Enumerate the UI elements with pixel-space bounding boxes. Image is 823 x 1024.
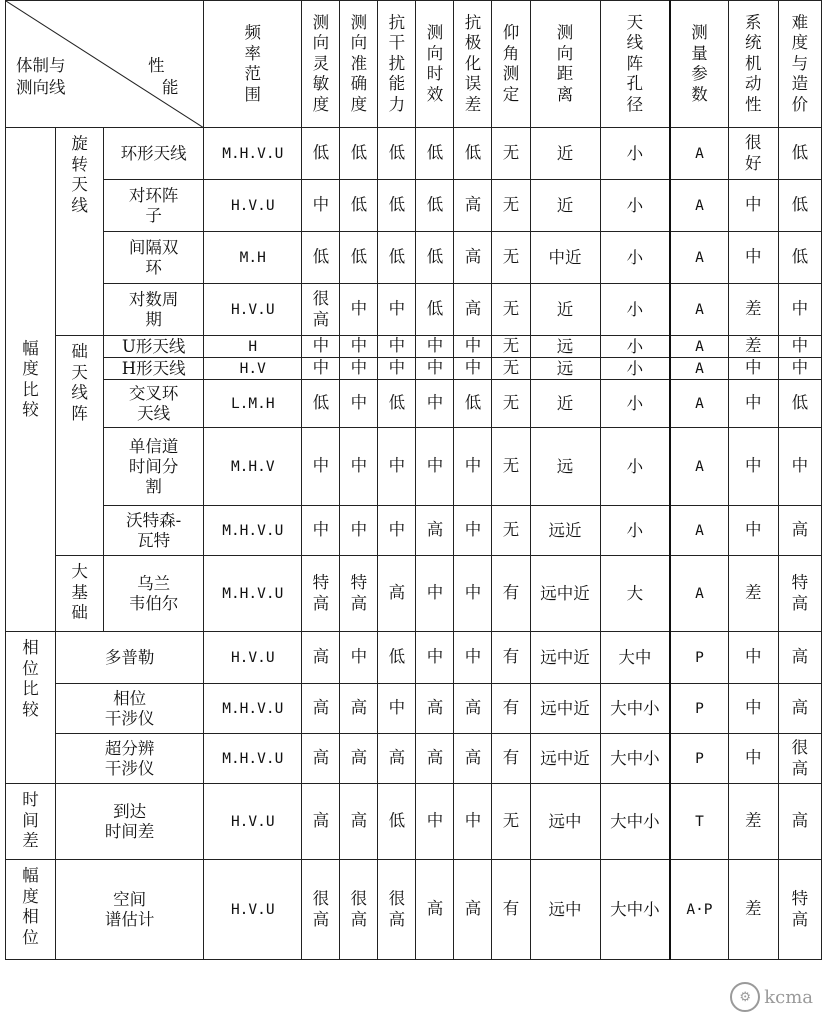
group-amp-cell: 幅度比较 xyxy=(6,128,56,632)
value-cell: 高 xyxy=(778,784,821,860)
value-cell: 高 xyxy=(302,632,340,684)
value-cell: 高 xyxy=(454,684,492,734)
row-name-line: 对数周 xyxy=(128,289,179,309)
value-cell: 高 xyxy=(302,734,340,784)
value-cell: 高 xyxy=(416,860,454,960)
value-cell: 小 xyxy=(600,180,670,232)
value-cell: 低 xyxy=(302,128,340,180)
row-name-cell xyxy=(104,128,204,180)
row-name-line: 间隔双 xyxy=(128,237,179,257)
value-cell: 小 xyxy=(600,128,670,180)
value-cell: 无 xyxy=(492,358,530,380)
value-cell: 低 xyxy=(378,128,416,180)
value-cell: 中 xyxy=(728,428,778,506)
row-name-line: H形天线 xyxy=(121,358,186,378)
value-cell: 大中小 xyxy=(600,734,670,784)
value-cell: 中 xyxy=(454,358,492,380)
value-cell: 低 xyxy=(778,380,821,428)
col-header-polarization: 抗极化误差 xyxy=(454,1,492,128)
value-cell: 高 xyxy=(340,734,378,784)
group-base-cell: 础天线阵 xyxy=(56,336,104,556)
value-cell: M.H.V xyxy=(204,428,302,506)
value-cell: 低 xyxy=(416,284,454,336)
value-cell: 差 xyxy=(728,336,778,358)
value-cell: 特高 xyxy=(778,860,821,960)
value-cell: 低 xyxy=(378,232,416,284)
row-name-line: 天线 xyxy=(137,403,171,423)
row-name-line: 干涉仪 xyxy=(104,708,155,728)
value-cell: 无 xyxy=(492,284,530,336)
row-name-line: U形天线 xyxy=(121,336,186,356)
value-cell: 中 xyxy=(302,506,340,556)
value-cell: 差 xyxy=(728,860,778,960)
group-phase-cell: 相位比较 xyxy=(6,632,56,784)
value-cell: 中 xyxy=(778,284,821,336)
row-name-line: 乌兰 xyxy=(137,573,171,593)
value-cell: 中近 xyxy=(530,232,600,284)
value-cell: 中 xyxy=(416,556,454,632)
value-cell: P xyxy=(670,684,728,734)
table-row xyxy=(6,284,822,336)
comparison-table-wrapper xyxy=(5,0,822,960)
value-cell: 很高 xyxy=(340,860,378,960)
value-cell: 大中小 xyxy=(600,860,670,960)
kcma-logo-icon: ⚙ xyxy=(730,982,760,1012)
corner-header-cell xyxy=(6,1,204,128)
value-cell: 高 xyxy=(416,734,454,784)
value-cell: M.H.V.U xyxy=(204,556,302,632)
value-cell: 小 xyxy=(600,358,670,380)
row-name-line: 环 xyxy=(145,257,162,277)
value-cell: H.V xyxy=(204,358,302,380)
row-name-line: 相位 xyxy=(113,688,147,708)
row-name-line: 对环阵 xyxy=(128,185,179,205)
value-cell: 中 xyxy=(778,428,821,506)
value-cell: 近 xyxy=(530,380,600,428)
value-cell: 低 xyxy=(378,180,416,232)
value-cell: 特高 xyxy=(340,556,378,632)
value-cell: 高 xyxy=(340,684,378,734)
value-cell: 无 xyxy=(492,180,530,232)
value-cell: 中 xyxy=(416,380,454,428)
value-cell: 差 xyxy=(728,556,778,632)
row-name-cell xyxy=(104,506,204,556)
value-cell: 低 xyxy=(302,380,340,428)
value-cell: H.V.U xyxy=(204,180,302,232)
value-cell: 特高 xyxy=(302,556,340,632)
table-row xyxy=(6,336,822,358)
corner-right-line1: 性 xyxy=(148,56,165,75)
table-row xyxy=(6,556,822,632)
value-cell: A·P xyxy=(670,860,728,960)
value-cell: 无 xyxy=(492,784,530,860)
value-cell: 中 xyxy=(378,506,416,556)
row-name-cell xyxy=(104,556,204,632)
value-cell: 小 xyxy=(600,506,670,556)
value-cell: A xyxy=(670,180,728,232)
value-cell: T xyxy=(670,784,728,860)
value-cell: A xyxy=(670,336,728,358)
value-cell: 中 xyxy=(340,632,378,684)
value-cell: 低 xyxy=(302,232,340,284)
value-cell: H.V.U xyxy=(204,784,302,860)
value-cell: 中 xyxy=(728,358,778,380)
value-cell: 近 xyxy=(530,180,600,232)
value-cell: 有 xyxy=(492,684,530,734)
col-header-params: 测量参数 xyxy=(670,1,728,128)
value-cell: A xyxy=(670,128,728,180)
value-cell: 中 xyxy=(454,556,492,632)
value-cell: 远近 xyxy=(530,506,600,556)
value-cell: 中 xyxy=(778,336,821,358)
row-name-cell xyxy=(56,684,204,734)
col-header-sensitivity: 测向灵敏度 xyxy=(302,1,340,128)
row-name-cell xyxy=(104,232,204,284)
value-cell: A xyxy=(670,380,728,428)
value-cell: 中 xyxy=(340,428,378,506)
row-name-cell xyxy=(104,380,204,428)
value-cell: 无 xyxy=(492,380,530,428)
value-cell: 远中 xyxy=(530,860,600,960)
row-name-cell xyxy=(104,358,204,380)
value-cell: M.H xyxy=(204,232,302,284)
value-cell: 高 xyxy=(378,556,416,632)
value-cell: 中 xyxy=(454,632,492,684)
value-cell: 小 xyxy=(600,232,670,284)
value-cell: 远中近 xyxy=(530,684,600,734)
value-cell: 高 xyxy=(454,734,492,784)
value-cell: A xyxy=(670,232,728,284)
row-name-line: 韦伯尔 xyxy=(128,593,179,613)
value-cell: 高 xyxy=(378,734,416,784)
row-name-cell xyxy=(104,180,204,232)
value-cell: A xyxy=(670,358,728,380)
value-cell: 低 xyxy=(340,128,378,180)
value-cell: 远中近 xyxy=(530,734,600,784)
row-name-line: 期 xyxy=(145,309,162,329)
value-cell: 有 xyxy=(492,632,530,684)
watermark xyxy=(730,982,813,1012)
value-cell: M.H.V.U xyxy=(204,506,302,556)
row-name-cell xyxy=(104,428,204,506)
value-cell: 低 xyxy=(340,232,378,284)
value-cell: 有 xyxy=(492,734,530,784)
value-cell: H.V.U xyxy=(204,284,302,336)
value-cell: 高 xyxy=(302,684,340,734)
value-cell: 中 xyxy=(340,336,378,358)
value-cell: 低 xyxy=(340,180,378,232)
value-cell: 高 xyxy=(416,506,454,556)
value-cell: 中 xyxy=(416,784,454,860)
value-cell: 低 xyxy=(778,180,821,232)
table-row xyxy=(6,734,822,784)
row-name-line: 谱估计 xyxy=(104,909,155,929)
value-cell: 中 xyxy=(728,380,778,428)
value-cell: 中 xyxy=(728,232,778,284)
value-cell: 无 xyxy=(492,232,530,284)
value-cell: 中 xyxy=(416,336,454,358)
value-cell: A xyxy=(670,556,728,632)
value-cell: A xyxy=(670,284,728,336)
table-row xyxy=(6,684,822,734)
row-name-line: 到达 xyxy=(113,801,147,821)
value-cell: 无 xyxy=(492,428,530,506)
value-cell: 中 xyxy=(340,380,378,428)
value-cell: 中 xyxy=(302,180,340,232)
value-cell: 高 xyxy=(302,784,340,860)
value-cell: 大中 xyxy=(600,632,670,684)
value-cell: 大中小 xyxy=(600,784,670,860)
value-cell: 中 xyxy=(378,428,416,506)
value-cell: 中 xyxy=(728,506,778,556)
row-name-line: 子 xyxy=(145,205,162,225)
value-cell: 中 xyxy=(302,358,340,380)
value-cell: 差 xyxy=(728,284,778,336)
header-row xyxy=(6,1,822,128)
col-header-aperture: 天线阵孔径 xyxy=(600,1,670,128)
row-name-line: 环形天线 xyxy=(120,143,187,163)
value-cell: 高 xyxy=(454,860,492,960)
value-cell: 无 xyxy=(492,506,530,556)
value-cell: 中 xyxy=(340,284,378,336)
row-name-line: 割 xyxy=(145,476,162,496)
value-cell: 小 xyxy=(600,380,670,428)
value-cell: 小 xyxy=(600,428,670,506)
value-cell: 特高 xyxy=(778,556,821,632)
value-cell: 中 xyxy=(378,684,416,734)
value-cell: 低 xyxy=(378,784,416,860)
value-cell: 小 xyxy=(600,336,670,358)
value-cell: 远中近 xyxy=(530,556,600,632)
value-cell: 无 xyxy=(492,128,530,180)
row-name-line: 干涉仪 xyxy=(104,758,155,778)
group-ampphase-cell: 幅度相位 xyxy=(6,860,56,960)
value-cell: 中 xyxy=(340,358,378,380)
table-row xyxy=(6,232,822,284)
value-cell: 中 xyxy=(416,358,454,380)
value-cell: 很好 xyxy=(728,128,778,180)
value-cell: 低 xyxy=(778,232,821,284)
value-cell: 中 xyxy=(778,358,821,380)
row-name-line: 多普勒 xyxy=(104,647,155,667)
df-system-comparison-table xyxy=(5,0,822,960)
value-cell: 中 xyxy=(378,284,416,336)
value-cell: 中 xyxy=(728,684,778,734)
value-cell: 有 xyxy=(492,860,530,960)
value-cell: 很高 xyxy=(778,734,821,784)
value-cell: 近 xyxy=(530,284,600,336)
value-cell: M.H.V.U xyxy=(204,684,302,734)
value-cell: 中 xyxy=(728,734,778,784)
value-cell: 低 xyxy=(778,128,821,180)
value-cell: 中 xyxy=(378,336,416,358)
group-rot-cell: 旋转天线 xyxy=(56,128,104,336)
value-cell: 高 xyxy=(454,284,492,336)
col-header-anti-jam: 抗干扰能力 xyxy=(378,1,416,128)
row-name-line: 瓦特 xyxy=(137,530,171,550)
row-name-line: 空间 xyxy=(113,889,147,909)
value-cell: 中 xyxy=(728,632,778,684)
value-cell: H.V.U xyxy=(204,632,302,684)
value-cell: 很高 xyxy=(302,860,340,960)
value-cell: 近 xyxy=(530,128,600,180)
value-cell: 高 xyxy=(416,684,454,734)
value-cell: 高 xyxy=(340,784,378,860)
value-cell: 中 xyxy=(416,632,454,684)
value-cell: 中 xyxy=(454,428,492,506)
corner-left-line1: 体制与 xyxy=(16,56,66,75)
row-name-cell xyxy=(104,336,204,358)
value-cell: 差 xyxy=(728,784,778,860)
row-name-cell xyxy=(56,632,204,684)
table-row xyxy=(6,180,822,232)
col-header-elevation: 仰角测定 xyxy=(492,1,530,128)
corner-left-label xyxy=(16,55,66,99)
value-cell: 高 xyxy=(778,632,821,684)
row-name-cell xyxy=(56,734,204,784)
value-cell: 低 xyxy=(416,180,454,232)
value-cell: 小 xyxy=(600,284,670,336)
value-cell: 远 xyxy=(530,358,600,380)
value-cell: 无 xyxy=(492,336,530,358)
table-row xyxy=(6,358,822,380)
table-row xyxy=(6,428,822,506)
watermark-text: kcma xyxy=(764,986,813,1008)
value-cell: 中 xyxy=(378,358,416,380)
value-cell: 低 xyxy=(416,128,454,180)
table-row xyxy=(6,380,822,428)
col-header-cost: 难度与造价 xyxy=(778,1,821,128)
table-row xyxy=(6,784,822,860)
row-name-line: 时间差 xyxy=(104,821,155,841)
col-header-range: 测向距离 xyxy=(530,1,600,128)
row-name-line: 时间分 xyxy=(128,456,179,476)
value-cell: 大 xyxy=(600,556,670,632)
value-cell: 高 xyxy=(778,506,821,556)
value-cell: 中 xyxy=(728,180,778,232)
group-big-cell: 大基础 xyxy=(56,556,104,632)
row-name-line: 交叉环 xyxy=(128,383,179,403)
value-cell: M.H.V.U xyxy=(204,128,302,180)
value-cell: 远中 xyxy=(530,784,600,860)
row-name-cell xyxy=(56,784,204,860)
col-header-timeliness: 测向时效 xyxy=(416,1,454,128)
table-body xyxy=(6,1,822,960)
table-row xyxy=(6,860,822,960)
col-header-accuracy: 测向准确度 xyxy=(340,1,378,128)
value-cell: P xyxy=(670,734,728,784)
value-cell: P xyxy=(670,632,728,684)
value-cell: 中 xyxy=(302,428,340,506)
row-name-line: 超分辨 xyxy=(104,738,155,758)
value-cell: 低 xyxy=(454,380,492,428)
value-cell: 低 xyxy=(378,380,416,428)
col-header-mobility: 系统机动性 xyxy=(728,1,778,128)
value-cell: 中 xyxy=(454,336,492,358)
value-cell: 低 xyxy=(416,232,454,284)
value-cell: H.V.U xyxy=(204,860,302,960)
value-cell: 中 xyxy=(340,506,378,556)
value-cell: 中 xyxy=(302,336,340,358)
table-row xyxy=(6,128,822,180)
value-cell: 中 xyxy=(454,784,492,860)
value-cell: 很高 xyxy=(302,284,340,336)
group-tdoa-cell: 时间差 xyxy=(6,784,56,860)
value-cell: A xyxy=(670,428,728,506)
value-cell: A xyxy=(670,506,728,556)
value-cell: 低 xyxy=(378,632,416,684)
value-cell: H xyxy=(204,336,302,358)
table-row xyxy=(6,632,822,684)
row-name-line: 沃特森- xyxy=(126,510,182,530)
corner-left-line2: 测向线 xyxy=(16,78,66,97)
corner-right-line2: 能 xyxy=(162,78,179,97)
row-name-line: 单信道 xyxy=(128,436,179,456)
value-cell: L.M.H xyxy=(204,380,302,428)
row-name-cell xyxy=(104,284,204,336)
col-header-freq: 频率范围 xyxy=(204,1,302,128)
value-cell: 中 xyxy=(454,506,492,556)
table-row xyxy=(6,506,822,556)
corner-right-label xyxy=(148,55,179,99)
value-cell: M.H.V.U xyxy=(204,734,302,784)
value-cell: 很高 xyxy=(378,860,416,960)
value-cell: 高 xyxy=(454,180,492,232)
value-cell: 远中近 xyxy=(530,632,600,684)
value-cell: 低 xyxy=(454,128,492,180)
value-cell: 中 xyxy=(416,428,454,506)
value-cell: 远 xyxy=(530,428,600,506)
row-name-cell xyxy=(56,860,204,960)
value-cell: 远 xyxy=(530,336,600,358)
value-cell: 大中小 xyxy=(600,684,670,734)
value-cell: 有 xyxy=(492,556,530,632)
value-cell: 高 xyxy=(454,232,492,284)
value-cell: 高 xyxy=(778,684,821,734)
